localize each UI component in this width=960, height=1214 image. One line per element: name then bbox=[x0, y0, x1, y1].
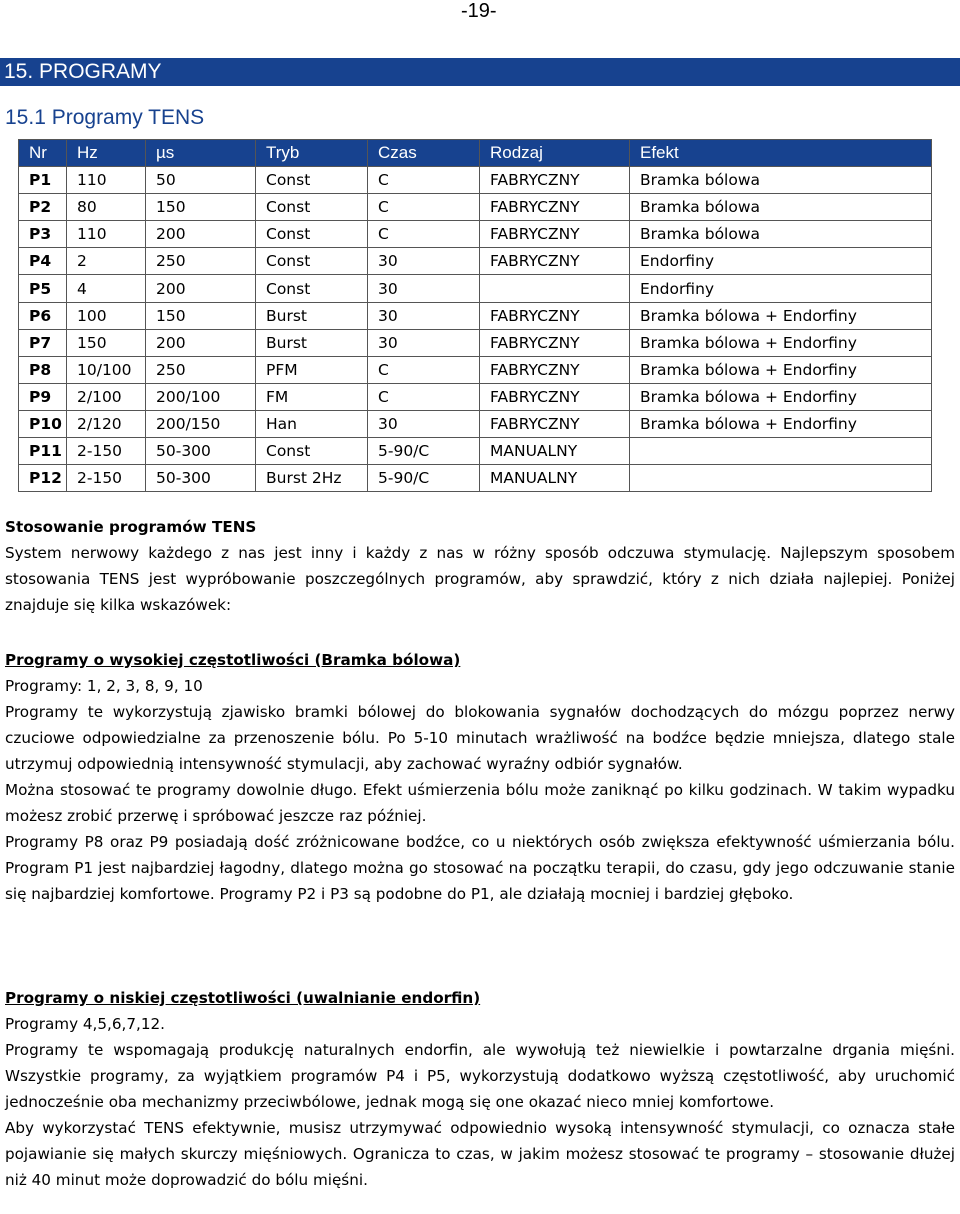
page-number: -19- bbox=[461, 0, 497, 22]
table-row bbox=[19, 275, 932, 302]
cell-efekt: Bramka bólowa bbox=[630, 167, 932, 194]
cell-us: 250 bbox=[146, 248, 256, 275]
header-tryb: Tryb bbox=[256, 140, 368, 167]
cell-us: 50 bbox=[146, 167, 256, 194]
table-row bbox=[19, 221, 932, 248]
cell-tryb: Const bbox=[256, 194, 368, 221]
table-row bbox=[19, 248, 932, 275]
cell-czas: C bbox=[368, 383, 480, 410]
cell-hz: 2-150 bbox=[67, 465, 146, 492]
cell-efekt: Bramka bólowa + Endorfiny bbox=[630, 383, 932, 410]
low-frequency-section bbox=[5, 985, 955, 1193]
table-row bbox=[19, 167, 932, 194]
table-row bbox=[19, 383, 932, 410]
section-title: 15. PROGRAMY bbox=[4, 60, 162, 83]
cell-hz: 100 bbox=[67, 302, 146, 329]
cell-tryb: Const bbox=[256, 221, 368, 248]
cell-hz: 2-150 bbox=[67, 438, 146, 465]
cell-efekt: Bramka bólowa + Endorfiny bbox=[630, 329, 932, 356]
cell-us: 150 bbox=[146, 194, 256, 221]
cell-czas: 30 bbox=[368, 410, 480, 437]
cell-nr: P6 bbox=[19, 302, 67, 329]
low-frequency-paragraph-1: Programy te wspomagają produkcję naturalnych endorfin, ale wywołują też niewielkie i powtarzalne drgania mięśni. Wszystkie programy, za wyjątkiem programów P4 i P5, wykorzystują dodatkowo wyższą częstotliwość, aby uruchomić jednocześnie oba mechanizmy przeciwbólowe, jednak mogą się one okazać nieco mniej komfortowe. bbox=[5, 1041, 955, 1111]
cell-nr: P11 bbox=[19, 438, 67, 465]
header-us: µs bbox=[146, 140, 256, 167]
cell-rodzaj: MANUALNY bbox=[480, 438, 630, 465]
table-row bbox=[19, 465, 932, 492]
cell-hz: 110 bbox=[67, 221, 146, 248]
cell-hz: 80 bbox=[67, 194, 146, 221]
header-czas: Czas bbox=[368, 140, 480, 167]
cell-tryb: Han bbox=[256, 410, 368, 437]
cell-us: 200/100 bbox=[146, 383, 256, 410]
cell-nr: P10 bbox=[19, 410, 67, 437]
high-frequency-programs: Programy: 1, 2, 3, 8, 9, 10 bbox=[5, 677, 203, 695]
cell-nr: P3 bbox=[19, 221, 67, 248]
table-header-row bbox=[19, 140, 932, 167]
cell-tryb: Burst 2Hz bbox=[256, 465, 368, 492]
cell-hz: 2/100 bbox=[67, 383, 146, 410]
cell-rodzaj: FABRYCZNY bbox=[480, 194, 630, 221]
cell-czas: C bbox=[368, 194, 480, 221]
cell-efekt: Bramka bólowa + Endorfiny bbox=[630, 356, 932, 383]
cell-tryb: Burst bbox=[256, 329, 368, 356]
high-frequency-paragraph-2: Można stosować te programy dowolnie długo. Efekt uśmierzenia bólu może zaniknąć po kilku godzinach. W takim wypadku możesz zrobić przerwę i spróbować jeszcze raz później. bbox=[5, 781, 955, 825]
cell-rodzaj: FABRYCZNY bbox=[480, 356, 630, 383]
high-frequency-heading: Programy o wysokiej częstotliwości (Bramka bólowa) bbox=[5, 651, 461, 669]
section-header-bar bbox=[0, 58, 960, 86]
high-frequency-section bbox=[5, 647, 955, 907]
cell-nr: P4 bbox=[19, 248, 67, 275]
cell-rodzaj bbox=[480, 275, 630, 302]
cell-nr: P5 bbox=[19, 275, 67, 302]
cell-efekt: Bramka bólowa + Endorfiny bbox=[630, 410, 932, 437]
cell-rodzaj: MANUALNY bbox=[480, 465, 630, 492]
cell-czas: C bbox=[368, 221, 480, 248]
table-row bbox=[19, 438, 932, 465]
cell-czas: 30 bbox=[368, 329, 480, 356]
table-row bbox=[19, 410, 932, 437]
table-row bbox=[19, 329, 932, 356]
cell-us: 200 bbox=[146, 329, 256, 356]
programs-table bbox=[18, 139, 932, 492]
cell-efekt: Bramka bólowa bbox=[630, 221, 932, 248]
cell-rodzaj: FABRYCZNY bbox=[480, 410, 630, 437]
cell-czas: 5-90/C bbox=[368, 465, 480, 492]
cell-efekt bbox=[630, 438, 932, 465]
high-frequency-paragraph-3: Programy P8 oraz P9 posiadają dość zróżnicowane bodźce, co u niektórych osób zwiększa efektywność uśmierzania bólu. Program P1 jest najbardziej łagodny, dlatego można go stosować na początku terapii, do czasu, gdy jego odczuwanie stanie się najbardziej komfortowe. Programy P2 i P3 są podobne do P1, ale działają mocniej i bardziej głęboko. bbox=[5, 833, 955, 903]
cell-us: 50-300 bbox=[146, 465, 256, 492]
cell-tryb: FM bbox=[256, 383, 368, 410]
cell-tryb: Const bbox=[256, 438, 368, 465]
cell-czas: C bbox=[368, 167, 480, 194]
cell-rodzaj: FABRYCZNY bbox=[480, 248, 630, 275]
low-frequency-paragraph-2: Aby wykorzystać TENS efektywnie, musisz utrzymywać odpowiednio wysoką intensywność stymulacji, co oznacza stałe pojawianie się małych skurczy mięśniowych. Ogranicza to czas, w jakim możesz stosować te programy – stosowanie dłużej niż 40 minut może doprowadzić do bólu mięśni. bbox=[5, 1119, 955, 1189]
cell-tryb: Const bbox=[256, 275, 368, 302]
cell-hz: 110 bbox=[67, 167, 146, 194]
cell-efekt: Endorfiny bbox=[630, 275, 932, 302]
cell-rodzaj: FABRYCZNY bbox=[480, 383, 630, 410]
cell-us: 150 bbox=[146, 302, 256, 329]
cell-hz: 4 bbox=[67, 275, 146, 302]
cell-rodzaj: FABRYCZNY bbox=[480, 221, 630, 248]
table-row bbox=[19, 302, 932, 329]
cell-efekt: Bramka bólowa bbox=[630, 194, 932, 221]
low-frequency-programs: Programy 4,5,6,7,12. bbox=[5, 1015, 166, 1033]
cell-nr: P12 bbox=[19, 465, 67, 492]
header-rodzaj: Rodzaj bbox=[480, 140, 630, 167]
high-frequency-paragraph-1: Programy te wykorzystują zjawisko bramki bólowej do blokowania sygnałów dochodzących do mózgu poprzez nerwy czuciowe odpowiedzialne za przenoszenie bólu. Po 5-10 minutach wrażliwość na bodźce będzie mniejsza, dlatego stale utrzymuj odpowiednią intensywność stymulacji, aby zachować wyraźny odbiór sygnałów. bbox=[5, 703, 955, 773]
cell-czas: 5-90/C bbox=[368, 438, 480, 465]
cell-efekt bbox=[630, 465, 932, 492]
cell-nr: P7 bbox=[19, 329, 67, 356]
table-body bbox=[19, 167, 932, 492]
cell-czas: 30 bbox=[368, 302, 480, 329]
cell-rodzaj: FABRYCZNY bbox=[480, 167, 630, 194]
cell-nr: P2 bbox=[19, 194, 67, 221]
header-nr: Nr bbox=[19, 140, 67, 167]
cell-nr: P1 bbox=[19, 167, 67, 194]
cell-tryb: PFM bbox=[256, 356, 368, 383]
cell-czas: 30 bbox=[368, 275, 480, 302]
cell-efekt: Endorfiny bbox=[630, 248, 932, 275]
cell-us: 250 bbox=[146, 356, 256, 383]
low-frequency-heading: Programy o niskiej częstotliwości (uwalnianie endorfin) bbox=[5, 989, 481, 1007]
cell-us: 200/150 bbox=[146, 410, 256, 437]
cell-czas: C bbox=[368, 356, 480, 383]
cell-nr: P8 bbox=[19, 356, 67, 383]
usage-paragraph: System nerwowy każdego z nas jest inny i każdy z nas w różny sposób odczuwa stymulację. Najlepszym sposobem stosowania TENS jest wypróbowanie poszczególnych programów, aby sprawdzić, który z nich działa najlepiej. Poniżej znajduje się kilka wskazówek: bbox=[5, 544, 955, 614]
cell-tryb: Const bbox=[256, 248, 368, 275]
table-row bbox=[19, 194, 932, 221]
cell-us: 200 bbox=[146, 221, 256, 248]
cell-us: 200 bbox=[146, 275, 256, 302]
usage-section bbox=[5, 514, 955, 618]
cell-tryb: Const bbox=[256, 167, 368, 194]
cell-hz: 150 bbox=[67, 329, 146, 356]
cell-efekt: Bramka bólowa + Endorfiny bbox=[630, 302, 932, 329]
cell-rodzaj: FABRYCZNY bbox=[480, 329, 630, 356]
usage-heading: Stosowanie programów TENS bbox=[5, 518, 257, 536]
cell-hz: 2 bbox=[67, 248, 146, 275]
cell-hz: 10/100 bbox=[67, 356, 146, 383]
header-hz: Hz bbox=[67, 140, 146, 167]
cell-us: 50-300 bbox=[146, 438, 256, 465]
cell-tryb: Burst bbox=[256, 302, 368, 329]
cell-nr: P9 bbox=[19, 383, 67, 410]
table-row bbox=[19, 356, 932, 383]
header-efekt: Efekt bbox=[630, 140, 932, 167]
cell-rodzaj: FABRYCZNY bbox=[480, 302, 630, 329]
cell-czas: 30 bbox=[368, 248, 480, 275]
subsection-title: 15.1 Programy TENS bbox=[5, 106, 205, 129]
cell-hz: 2/120 bbox=[67, 410, 146, 437]
